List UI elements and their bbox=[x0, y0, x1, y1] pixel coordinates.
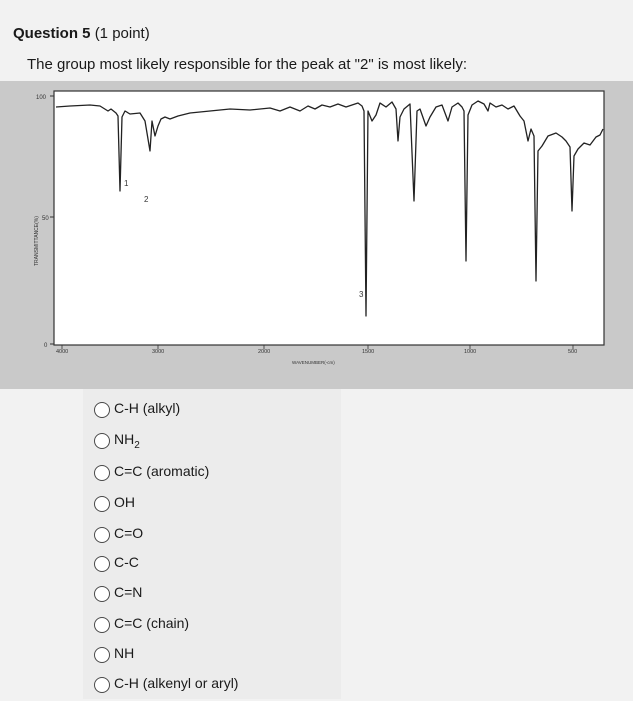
radio-button[interactable] bbox=[94, 496, 110, 512]
y-tick-label: 0 bbox=[44, 343, 48, 349]
answer-options bbox=[83, 389, 341, 699]
peak-label-3: 3 bbox=[359, 290, 364, 299]
option-ch-alkyl[interactable] bbox=[94, 399, 180, 421]
option-cc-chain[interactable] bbox=[94, 614, 189, 636]
option-oh[interactable] bbox=[94, 493, 135, 515]
option-co[interactable] bbox=[94, 524, 143, 546]
radio-button[interactable] bbox=[94, 617, 110, 633]
radio-button[interactable] bbox=[94, 677, 110, 693]
radio-button[interactable] bbox=[94, 527, 110, 543]
x-tick-label: 4000 bbox=[56, 349, 69, 355]
x-tick-label: 1500 bbox=[362, 349, 375, 355]
option-ch-alkenyl-aryl[interactable] bbox=[94, 674, 238, 696]
question-points: (1 point) bbox=[94, 25, 150, 42]
option-nh[interactable] bbox=[94, 644, 134, 666]
option-label: C=C (aromatic) bbox=[114, 463, 210, 480]
x-tick-label: 2000 bbox=[258, 349, 271, 355]
question-number: Question 5 bbox=[13, 25, 91, 42]
y-tick-label: 50 bbox=[42, 216, 49, 222]
option-c-c[interactable] bbox=[94, 553, 139, 575]
peak-label-1: 1 bbox=[124, 179, 129, 188]
y-axis-label: TRANSMITTANCE(%) bbox=[34, 216, 40, 266]
option-label: C-C bbox=[114, 554, 139, 571]
plot-frame bbox=[54, 91, 604, 345]
option-label: C=N bbox=[114, 584, 143, 601]
radio-button[interactable] bbox=[94, 465, 110, 481]
radio-button[interactable] bbox=[94, 433, 110, 449]
y-tick-label: 100 bbox=[36, 95, 47, 101]
option-cc-aromatic[interactable] bbox=[94, 462, 209, 484]
option-label: C=O bbox=[114, 525, 144, 542]
question-prompt: The group most likely responsible for the peak at "2" is most likely: bbox=[27, 56, 468, 73]
option-label: $NH_2$ bbox=[114, 431, 140, 451]
radio-button[interactable] bbox=[94, 586, 110, 602]
peak-label-2: 2 bbox=[144, 195, 149, 204]
option-label: C-H (alkyl) bbox=[114, 400, 181, 417]
option-label: C-H (alkenyl or aryl) bbox=[114, 675, 239, 692]
x-axis-label: WAVENUMBER(-cm) bbox=[292, 360, 335, 365]
radio-button[interactable] bbox=[94, 402, 110, 418]
option-label: C=C (chain) bbox=[114, 615, 190, 632]
option-cn[interactable] bbox=[94, 583, 142, 605]
question-heading bbox=[13, 25, 150, 42]
radio-button[interactable] bbox=[94, 556, 110, 572]
option-label: NH bbox=[114, 645, 135, 662]
x-tick-label: 1000 bbox=[464, 349, 477, 355]
x-tick-label: 500 bbox=[568, 349, 578, 355]
ir-spectrum-image bbox=[0, 81, 633, 389]
radio-button[interactable] bbox=[94, 647, 110, 663]
option-label: OH bbox=[114, 494, 135, 511]
option-nh2[interactable] bbox=[94, 430, 140, 452]
x-tick-label: 3000 bbox=[152, 349, 165, 355]
